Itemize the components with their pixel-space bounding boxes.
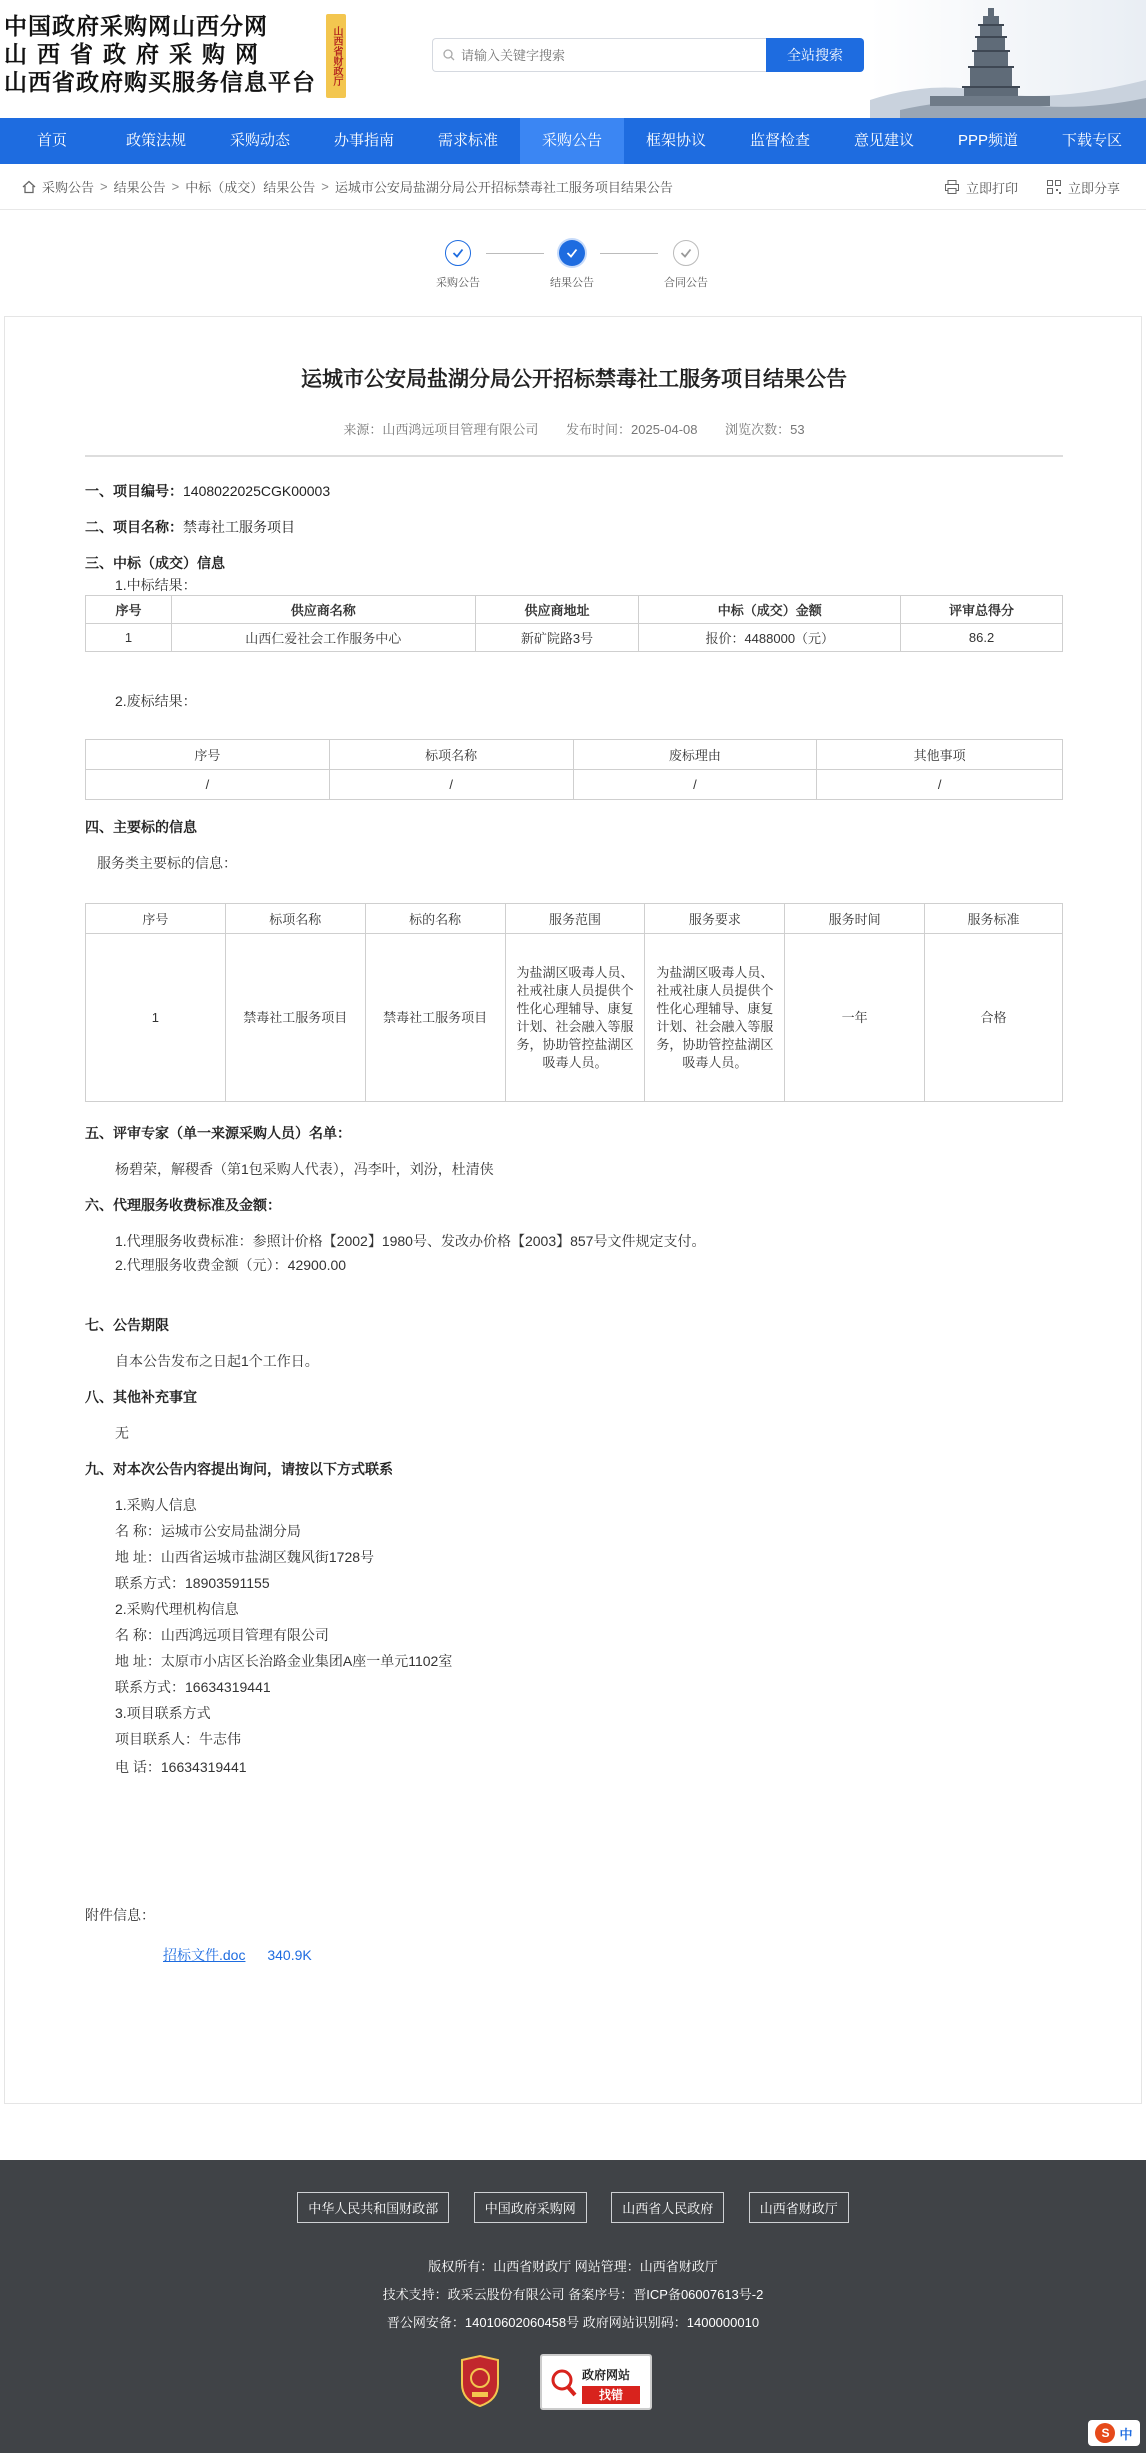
table-header: 废标理由 [573,740,817,770]
qrcode-icon [1046,179,1062,195]
service-targets-label: 服务类主要标的信息： [97,855,237,871]
table-header-row [86,596,1063,624]
attachment-size: 340.9K [267,1947,312,1963]
share-label: 立即分享 [1067,180,1120,196]
footer-link-mof[interactable]: 中华人民共和国财政部 [297,2192,449,2223]
award-result-label: 1.中标结果： [115,577,197,593]
footer-police-record: 晋公网安备：14010602060458号 政府网站识别码：1400000010 [386,2315,760,2330]
search-input[interactable] [461,48,751,63]
table-cell: 1 [86,934,226,1102]
project-number: 1408022025CGK00003 [183,483,331,499]
footer-link-shanxi-gov[interactable]: 山西省人民政府 [611,2192,724,2223]
article-title: 运城市公安局盐湖分局公开招标禁毒社工服务项目结果公告 [301,368,847,391]
table-cell: 一年 [785,934,925,1102]
table-header: 供应商地址 [475,596,639,624]
breadcrumb-item-procurement[interactable]: 采购公告 [42,180,95,195]
section-award-info: 三、中标（成交）信息 [85,555,225,571]
nav-item[interactable]: 政策法规 [125,132,186,149]
nav-item[interactable]: 监督检查 [749,132,810,149]
section-project-name [85,517,295,537]
step-label: 合同公告 [664,277,708,289]
announcement-steps [0,240,1146,300]
site-logo[interactable] [4,12,316,96]
section-contact: 九、对本次公告内容提出询问，请按以下方式联系 [85,1461,393,1477]
site-search-button[interactable]: 全站搜索 [766,38,864,72]
nav-item[interactable]: 下载专区 [1061,132,1122,149]
breadcrumb-item-award[interactable]: 中标（成交）结果公告 [185,180,316,195]
award-table [85,595,1063,652]
pagoda-banner-image [870,0,1146,118]
contact-title: 3.项目联系方式 [115,1705,211,1721]
site-footer [0,2160,1146,2453]
footer-tech-support: 技术支持：政采云股份有限公司 备案序号：晋ICP备06007613号-2 [382,2287,764,2302]
print-label: 立即打印 [965,180,1018,196]
section-label: 一、项目编号： [85,483,183,499]
void-result-label: 2.废标结果： [115,693,197,709]
footer-link-ccgp[interactable]: 中国政府采购网 [474,2192,587,2223]
section-other-matters: 八、其他补充事宜 [85,1389,197,1405]
table-header: 标的名称 [365,904,505,934]
attachment-link[interactable]: 招标文件.doc [163,1947,246,1963]
table-cell: 合格 [925,934,1063,1102]
article-publish-time: 发布时间：2025-04-08 [566,422,698,437]
article-views: 浏览次数：53 [725,422,805,437]
table-header: 服务要求 [645,904,785,934]
section-experts: 五、评审专家（单一来源采购人员）名单： [85,1125,351,1141]
sogou-logo-icon: S [1095,2423,1115,2443]
emblem-icon [458,2354,502,2408]
share-button[interactable] [1046,178,1120,197]
article-meta [5,419,1143,438]
project-contact-phone: 电 话：16634319441 [115,1759,247,1775]
agency-phone: 联系方式：16634319441 [115,1679,271,1695]
project-contact-person: 项目联系人：牛志伟 [115,1731,241,1747]
contact-title: 2.采购代理机构信息 [115,1601,239,1617]
table-header-row [86,904,1063,934]
print-button[interactable] [944,178,1018,197]
fee-standard: 1.代理服务收费标准：参照计价格【2002】1980号、发改办价格【2003】857号文件规定支付。 [115,1233,706,1249]
table-header: 供应商名称 [171,596,475,624]
breadcrumb-separator: > [321,179,329,194]
magnifier-icon [550,2368,578,2398]
step-label: 结果公告 [550,277,594,289]
table-header: 序号 [86,596,172,624]
gov-website-error-badge[interactable] [540,2354,652,2410]
table-row [86,624,1063,652]
table-row [86,934,1063,1102]
search-icon [443,49,455,61]
targets-table [85,903,1063,1102]
nav-item[interactable]: 框架协议 [645,132,706,149]
article-panel [4,316,1142,2104]
nav-item[interactable]: 意见建议 [853,132,914,149]
table-cell: / [573,770,817,800]
logo-line3: 山西省政府购买服务信息平台 [4,69,316,95]
table-cell: 为盐湖区吸毒人员、社戒社康人员提供个性化心理辅导、康复计划、社会融入等服务，协助管控盐湖区吸毒人员。 [505,934,645,1102]
party-emblem-badge[interactable] [458,2354,502,2413]
agency-address: 地 址：太原市小店区长治路金业集团A座一单元1102室 [115,1653,453,1669]
badge-label-top: 政府网站 [582,2368,631,2382]
table-cell: 新矿院路3号 [475,624,639,652]
table-header: 标项名称 [225,904,365,934]
logo-line1: 中国政府采购网山西分网 [4,13,268,39]
table-header: 服务范围 [505,904,645,934]
footer-links [0,2192,1146,2223]
ime-mode-label: 中 [1119,2426,1133,2442]
step-check-icon [673,240,699,266]
purchaser-name: 名 称：运城市公安局盐湖分局 [115,1523,301,1539]
site-header [0,0,1146,118]
agency-name: 名 称：山西鸿远项目管理有限公司 [115,1627,329,1643]
nav-item[interactable]: 首页 [36,132,67,149]
expert-list: 杨碧荣，解稷香（第1包采购人代表），冯李叶，刘汾，杜清侠 [115,1161,494,1177]
void-table [85,739,1063,800]
section-project-number [85,481,330,501]
purchaser-phone: 联系方式：18903591155 [115,1575,270,1591]
table-cell: 山西仁爱社会工作服务中心 [171,624,475,652]
step-label: 采购公告 [436,277,480,289]
table-cell: / [817,770,1063,800]
table-cell: / [86,770,330,800]
section-notice-period: 七、公告期限 [85,1317,169,1333]
step-check-icon [445,240,471,266]
ime-indicator[interactable] [1088,2420,1140,2446]
nav-item[interactable]: PPP频道 [957,132,1018,149]
table-header: 序号 [86,904,226,934]
table-cell: 禁毒社工服务项目 [225,934,365,1102]
breadcrumb-item-result[interactable]: 结果公告 [113,180,166,195]
table-header: 序号 [86,740,330,770]
step-check-icon [559,240,585,266]
project-name: 禁毒社工服务项目 [183,519,295,535]
table-header: 其他事项 [817,740,1063,770]
attachment-label: 附件信息： [85,1907,155,1923]
breadcrumb-item-current: 运城市公安局盐湖分局公开招标禁毒社工服务项目结果公告 [334,180,673,195]
search-box[interactable] [432,38,766,72]
footer-link-shanxi-finance[interactable]: 山西省财政厅 [749,2192,849,2223]
nav-item[interactable]: 需求标准 [437,132,498,149]
step-procurement[interactable] [418,240,498,290]
attachment-item [163,1945,312,1965]
other-matters: 无 [115,1425,129,1441]
footer-copyright: 版权所有：山西省财政厅 网站管理：山西省财政厅 [428,2259,718,2274]
badge-label-bottom: 找错 [582,2386,640,2404]
step-result[interactable] [532,240,612,290]
table-header: 评审总得分 [901,596,1063,624]
section-agency-fee: 六、代理服务收费标准及金额： [85,1197,281,1213]
finance-seal: 山西省财政厅 [326,14,346,98]
table-cell: 86.2 [901,624,1063,652]
breadcrumb-separator: > [100,179,108,194]
table-header: 标项名称 [329,740,573,770]
step-contract[interactable] [646,240,726,290]
notice-period: 自本公告发布之日起1个工作日。 [115,1353,319,1369]
nav-item[interactable]: 采购动态 [229,132,290,149]
table-header: 中标（成交）金额 [639,596,901,624]
article-source: 来源：山西鸿远项目管理有限公司 [343,422,539,437]
fee-amount: 2.代理服务收费金额（元）：42900.00 [115,1257,347,1273]
table-cell: 1 [86,624,172,652]
table-cell: 为盐湖区吸毒人员、社戒社康人员提供个性化心理辅导、康复计划、社会融入等服务，协助管控盐湖区吸毒人员。 [645,934,785,1102]
breadcrumb-separator: > [171,179,180,194]
section-label: 二、项目名称： [85,519,183,535]
table-header: 服务标准 [925,904,1063,934]
table-cell: 禁毒社工服务项目 [365,934,505,1102]
printer-icon [944,179,960,195]
table-cell: 报价：4488000（元） [639,624,901,652]
main-nav [0,118,1146,164]
table-cell: / [329,770,573,800]
table-row [86,770,1063,800]
section-main-targets: 四、主要标的信息 [85,819,197,835]
nav-item[interactable]: 办事指南 [333,132,394,149]
title-divider [85,455,1063,457]
table-header: 服务时间 [785,904,925,934]
home-icon[interactable] [22,180,36,194]
page-tools [916,164,1120,210]
table-header-row [86,740,1063,770]
contact-title: 1.采购人信息 [115,1497,197,1513]
purchaser-address: 地 址：山西省运城市盐湖区魏风街1728号 [115,1549,375,1565]
nav-item[interactable]: 采购公告 [520,118,624,164]
logo-line2: 山西省政府采购网 [4,41,268,67]
